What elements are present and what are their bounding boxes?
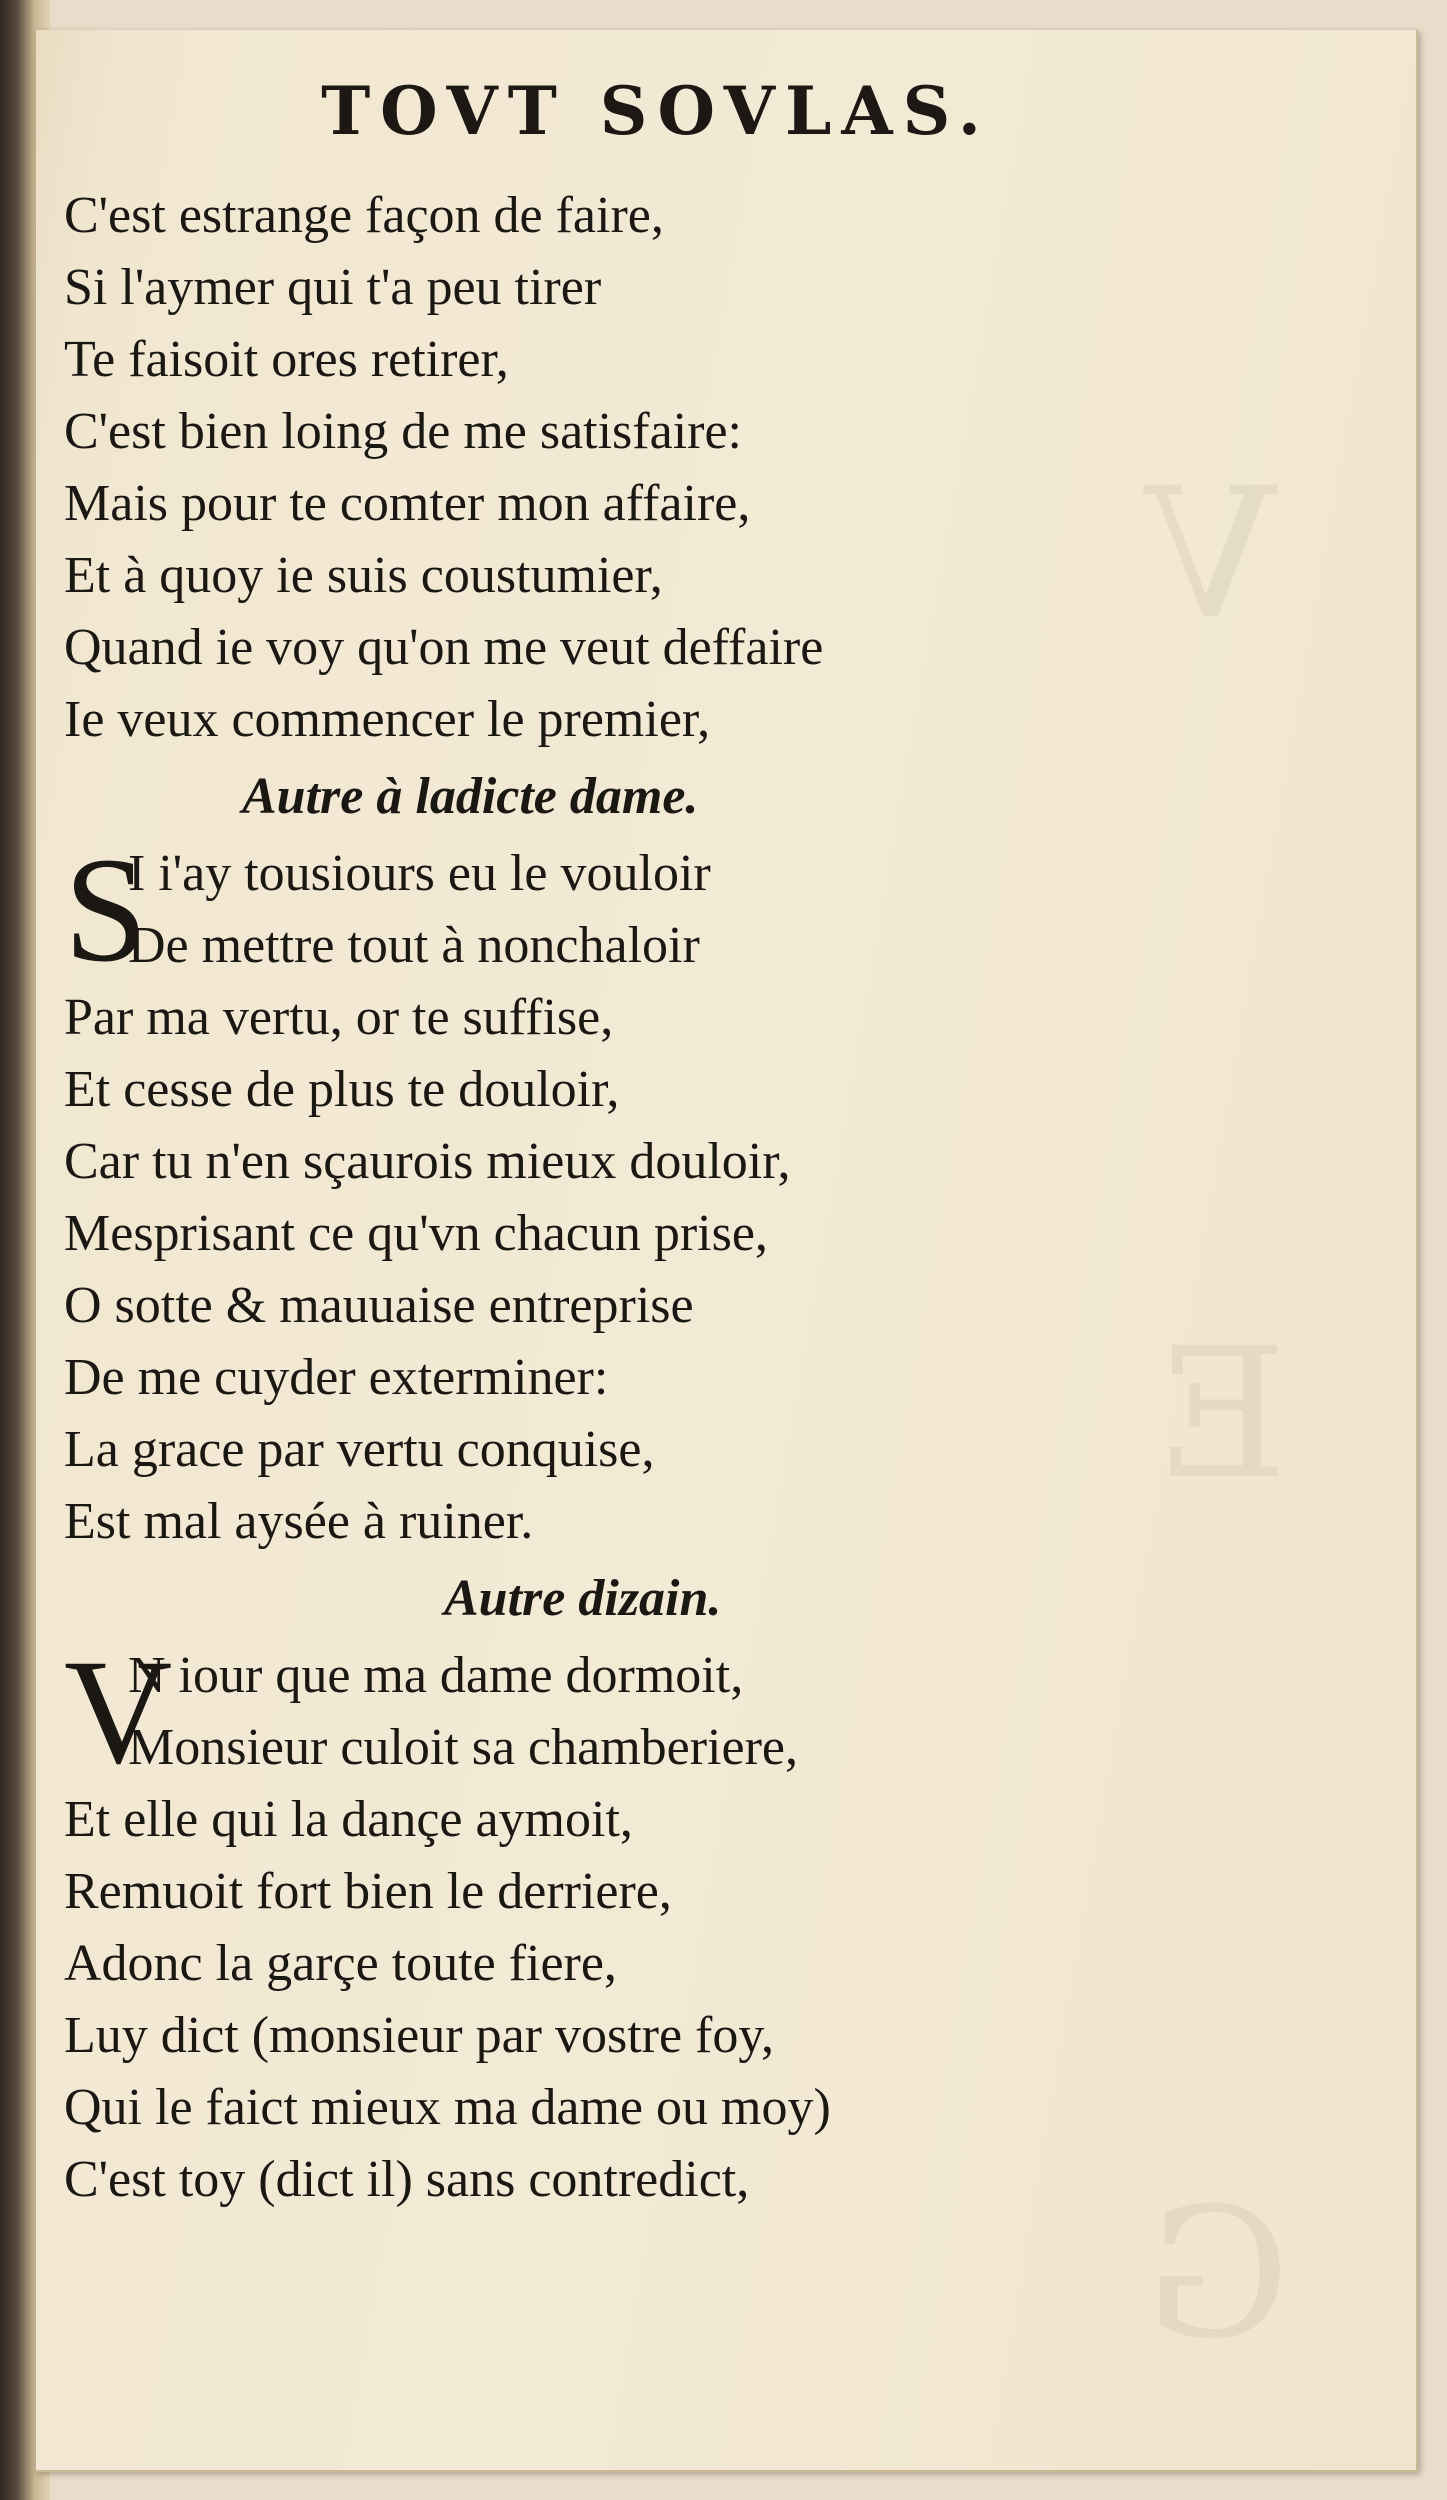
verse-line: Ie veux commencer le premier, xyxy=(64,691,711,748)
stanza-3 xyxy=(64,1629,1064,2216)
verse-line: C'est bien loing de me satisfaire: xyxy=(64,403,742,460)
section-heading: Autre dizain. xyxy=(444,1570,722,1627)
verse-line: Luy dict (monsieur par vostre foy, xyxy=(64,2007,774,2064)
verse-line: Par ma vertu, or te suffise, xyxy=(64,989,614,1046)
verse-line: Remuoit fort bien le derriere, xyxy=(64,1863,672,1920)
verse-line: De me cuyder exterminer: xyxy=(64,1349,609,1406)
verse-line: Monsieur culoit sa chamberiere, xyxy=(128,1719,798,1776)
verse-line: N iour que ma dame dormoit, xyxy=(128,1647,744,1704)
verse-line: I i'ay tousiours eu le vouloir xyxy=(128,845,711,902)
verse-line: Te faisoit ores retirer, xyxy=(64,331,509,388)
verse-line: Et à quoy ie suis coustumier, xyxy=(64,547,663,604)
verse-line: Adonc la garçe toute fiere, xyxy=(64,1935,617,1992)
verse-line: C'est estrange façon de faire, xyxy=(64,187,664,244)
verse-line: Et elle qui la dançe aymoit, xyxy=(64,1791,633,1848)
verse-line: Car tu n'en sçaurois mieux douloir, xyxy=(64,1133,791,1190)
show-through-letter: V xyxy=(1146,450,1276,659)
verse-line: C'est toy (dict il) sans contredict, xyxy=(64,2151,750,2208)
verse-line: O sotte & mauuaise entreprise xyxy=(64,1277,694,1334)
verse-line: Qui le faict mieux ma dame ou moy) xyxy=(64,2079,831,2136)
verse-line: De mettre tout à nonchaloir xyxy=(128,917,700,974)
verse-line: Quand ie voy qu'on me veut deffaire xyxy=(64,619,824,676)
running-head: TOVT SOVLAS. xyxy=(321,72,991,150)
show-through-letter: E xyxy=(1156,1310,1288,1519)
book-page xyxy=(36,30,1418,2472)
drop-cap: S xyxy=(64,827,148,993)
verse-line: Mesprisant ce qu'vn chacun prise, xyxy=(64,1205,768,1262)
stanza-1 xyxy=(64,180,1064,756)
verse-line: Si l'aymer qui t'a peu tirer xyxy=(64,259,602,316)
verse-line: Mais pour te comter mon affaire, xyxy=(64,475,751,532)
verse-line: Est mal aysée à ruiner. xyxy=(64,1493,534,1550)
verse-line: Et cesse de plus te douloir, xyxy=(64,1061,620,1118)
poem-text xyxy=(64,180,1064,2216)
show-through-letter: G xyxy=(1146,2170,1290,2379)
section-heading: Autre à ladicte dame. xyxy=(242,768,699,825)
drop-cap: V xyxy=(64,1629,173,1795)
verse-line: La grace par vertu conquise, xyxy=(64,1421,655,1478)
stanza-2 xyxy=(64,827,1064,1558)
